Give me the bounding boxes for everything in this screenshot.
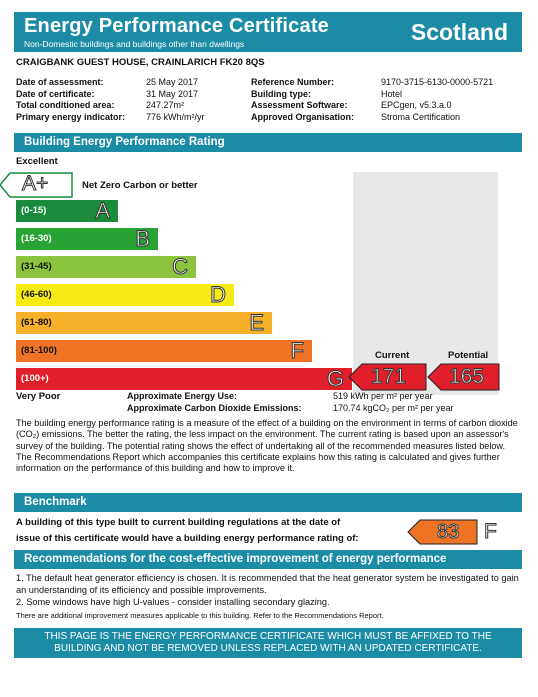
band-letter: D [210, 282, 226, 307]
energy-use-label: Approximate Energy Use: [127, 391, 238, 401]
potential-rating-value: 165 [449, 365, 485, 388]
band-a [16, 200, 118, 222]
detail-label: Date of certificate: [16, 88, 95, 99]
detail-value: 9170-3715-6130-0000-5721 [381, 77, 494, 87]
band-range: (81-100) [21, 345, 57, 356]
energy-use-value: 519 kWh per m² per year [333, 391, 433, 401]
detail-value: 776 kWh/m²/yr [146, 111, 205, 122]
aplus-letter: A+ [22, 172, 49, 195]
detail-label: Approved Organisation: [251, 111, 355, 122]
certificate-title: Energy Performance Certificate [24, 15, 330, 37]
band-c [16, 256, 196, 278]
band-range: (31-45) [21, 261, 52, 272]
band-letter: C [172, 254, 188, 279]
footer-line-1: THIS PAGE IS THE ENERGY PERFORMANCE CERTIFICATE WHICH MUST BE AFFIXED TO THE [44, 631, 492, 642]
detail-value: Hotel [381, 88, 403, 99]
benchmark-section-title: Benchmark [14, 493, 522, 512]
detail-label: Building type: [251, 88, 311, 99]
region-label: Scotland [410, 19, 508, 45]
recommendations-section-title: Recommendations for the cost-effective improvement of energy performance [14, 550, 522, 569]
detail-label: Total conditioned area: [16, 100, 115, 110]
benchmark-rating-value: 83 [437, 521, 460, 543]
rating-section-title: Building Energy Performance Rating [14, 133, 522, 152]
approx-labels [127, 391, 302, 414]
approx-values [333, 391, 454, 414]
detail-label: Assessment Software: [251, 100, 348, 110]
band-d [16, 284, 234, 306]
detail-value: 31 May 2017 [146, 88, 199, 99]
detail-value: 25 May 2017 [146, 77, 199, 87]
band-range: (100+) [21, 373, 49, 384]
co2-value: 170.74 kgCO₂ per m² per year [333, 402, 454, 413]
band-b [16, 228, 158, 250]
rating-description: The building energy performance rating is a measure of the effect of a building on the environment in terms of carbon dioxide (CO₂) emissions. The better the rating, the less impact on the environment. The current rating is based upon an assessor's survey of the building. The potential rating shows the effect of undertaking all of the recommended measures listed below. The Recommendations Report which accompanies this certificate explains how this rating is calculated and gives further information on the performance of this building and how to improve it. [16, 418, 518, 474]
footer-notice [14, 628, 522, 658]
current-label: Current [375, 350, 410, 361]
detail-label: Primary energy indicator: [16, 111, 126, 122]
detail-value: Stroma Certification [381, 111, 461, 122]
detail-value: 247.27m² [146, 100, 185, 110]
band-letter: G [326, 366, 344, 391]
band-letter: A [95, 198, 110, 223]
recommendations-list [16, 573, 522, 621]
benchmark-text [16, 515, 359, 547]
band-f [16, 340, 312, 362]
band-range: (46-60) [21, 289, 52, 300]
footer-line-2: BUILDING AND NOT BE REMOVED UNLESS REPLACED WITH AN UPDATED CERTIFICATE. [54, 643, 482, 654]
aplus-description: Net Zero Carbon or better [82, 180, 198, 191]
benchmark-line-1: A building of this type built to current building regulations at the date of [16, 517, 341, 528]
band-letter: F [290, 338, 304, 363]
band-range: (16-30) [21, 233, 52, 244]
benchmark-rating-letter: F [484, 520, 497, 543]
band-letter: B [135, 226, 150, 251]
detail-label: Date of assessment: [16, 77, 104, 87]
current-rating-value: 171 [371, 365, 407, 388]
property-address: CRAIGBANK GUEST HOUSE, CRAINLARICH FK20 8QS [16, 57, 265, 68]
potential-label: Potential [448, 350, 489, 361]
certificate-subtitle: Non-Domestic buildings and buildings other than dwellings [24, 39, 245, 49]
very-poor-label: Very Poor [16, 391, 61, 402]
certificate-header [14, 12, 522, 52]
band-range: (61-80) [21, 317, 52, 328]
band-g [16, 368, 352, 390]
recommendation-item: 1. The default heat generator efficiency is chosen. It is recommended that the heat generator system be investigated to gain an understanding of its efficiency and possible improvements. [16, 573, 519, 595]
detail-value: EPCgen, v5.3.a.0 [381, 100, 452, 110]
details-right [251, 77, 526, 123]
excellent-label: Excellent [16, 156, 58, 167]
recommendation-item: 2. Some windows have high U-values - consider installing secondary glazing. [16, 597, 330, 607]
band-e [16, 312, 272, 334]
details-left [16, 77, 246, 123]
detail-label: Reference Number: [251, 77, 335, 87]
co2-label: Approximate Carbon Dioxide Emissions: [127, 402, 302, 413]
band-letter: E [249, 310, 264, 335]
rating-comparison-panel [353, 172, 498, 395]
benchmark-line-2: issue of this certificate would have a building energy performance rating of: [16, 533, 359, 544]
recommendation-note: There are additional improvement measures applicable to this building. Refer to the Recommendations Report. [16, 610, 384, 620]
band-range: (0-15) [21, 205, 47, 216]
